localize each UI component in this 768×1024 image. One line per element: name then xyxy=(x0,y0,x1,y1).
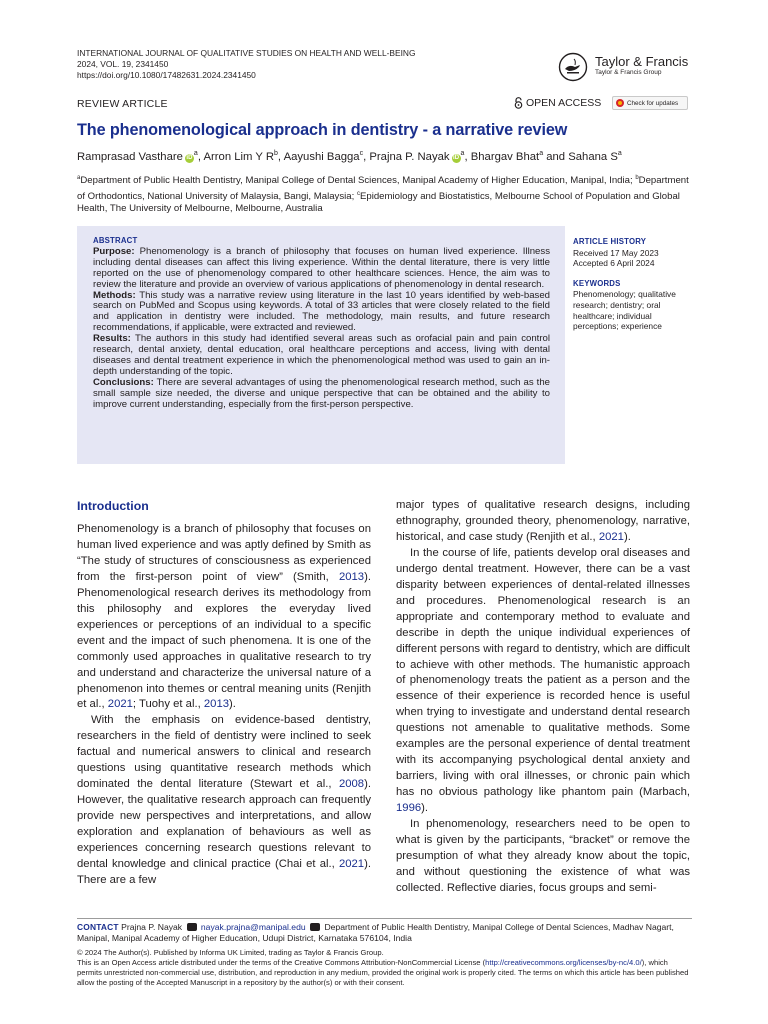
license-notice xyxy=(77,948,692,988)
license-text-rest: ), which permits unrestricted non-commercial use, distribution, and reproduction in any medium, provided the original work is properly cited. The terms on which this article has been published allow the posting of the Accepted Manuscript in a repository by the author(s) or with their consent. xyxy=(77,958,689,987)
affiliation-marker: a xyxy=(460,150,465,157)
check-for-updates-label: Check for updates xyxy=(627,99,679,107)
author-name: Arron Lim Y R xyxy=(203,150,275,163)
paragraph-text: major types of qualitative research designs, including ethnography, grounded theory, phenomenology, narrative, historical, and case study (Renjith et al., xyxy=(396,499,690,543)
paragraph-text: Phenomenology is a branch of philosophy that focuses on human lived experience and was aptly defined by Smith as “The study of structures of consciousness as experienced from the first-person point of view” (Smith, xyxy=(77,523,371,583)
paragraph-text: ). However, the qualitative research approach can frequently provide new perspectives and interpretations, and allow exploration and explanation of behaviours as well as experiences concerning research questions relevant to dental knowledge and clinical practice (Chai et al., xyxy=(77,778,371,871)
affiliations: $^a$Department of Public Health Dentistry, Manipal College of Dental Sciences, Manipal Academy of Higher Education, Manipal, India; $^b$Department of Orthodontics, National University of Malaysia, Bangi, Malaysia; $^c$Epidemiology and Biostatistics, Melbourne School of Population and Global Health, The University of Melbourne, Melbourne, Australia xyxy=(77,175,689,215)
affiliation-a: Department of Public Health Dentistry, Manipal College of Dental Sciences, Manipal Academy of Higher Education, Manipal, India; xyxy=(80,175,633,187)
author-name: Bhargav Bhat xyxy=(470,150,540,163)
abstract-conclusions: Conclusions: There are several advantages of using the phenomenological research method, such as the small sample size needed, the diverse and unique perspective that can be obtained and the ability to improve current understanding, especially from the first-person perspective. xyxy=(93,376,550,410)
accepted-date: Accepted 6 April 2024 xyxy=(573,258,655,269)
citation-link[interactable]: 2021 xyxy=(598,530,624,543)
journal-name: INTERNATIONAL JOURNAL OF QUALITATIVE STUDIES ON HEALTH AND WELL-BEING xyxy=(77,48,416,58)
paragraph-text: ). Phenomenological research derives its methodology from this philosophy and explores the everyday lived experiences or perceptions of an individual to a specific event and the impact of such phenomena. It is one of the commonly used approaches in qualitative research to try and understand and characterize the universal nature of a phenomenon into themes or central meaning units (Renjith et al., xyxy=(77,570,371,711)
citation-link[interactable]: 2013 xyxy=(338,570,365,583)
publisher-lamp-icon xyxy=(558,52,588,82)
open-lock-icon xyxy=(514,97,523,109)
license-text: This is an Open Access article distributed under the terms of the Creative Commons Attribution-NonCommercial License ( xyxy=(77,958,486,967)
contact-info xyxy=(77,922,692,945)
citation-link[interactable]: 1996 xyxy=(396,802,422,815)
address-icon xyxy=(310,923,320,931)
author-list: Ramprasad Vasthare $iD^a$, Arron Lim Y $R^b$, Aayushi Bagga$^c$, Prajna P. Nayak $iD^a$, Bhargav Bhat$^a$ and Sahana $S^a$ xyxy=(77,150,622,163)
paragraph-text: ). There are a few xyxy=(77,858,371,886)
footer-divider xyxy=(77,918,692,919)
publisher-name: Taylor & Francis xyxy=(595,54,689,69)
orcid-icon[interactable]: iD xyxy=(186,154,193,161)
abstract-results: Results: The authors in this study had identified several areas such as orofacial pain and pain control research, dental anxiety, dental education, oral healthcare perceptions and access, living with dental diseases and dental treatment experience in which the phenomenological method was used to gain an in-depth understanding of the topic. xyxy=(93,333,550,377)
keywords-text: Phenomenology; qualitative research; dentistry; oral healthcare; individual perceptions; experience xyxy=(573,289,676,332)
journal-volume: 2024, VOL. 19, 2341450 xyxy=(77,59,169,69)
citation-link[interactable]: 2021 xyxy=(107,698,133,711)
copyright: © 2024 The Author(s). Published by Informa UK Limited, trading as Taylor & Francis Group. xyxy=(77,948,384,957)
license-link[interactable]: http://creativecommons.org/licenses/by-nc/4.0/ xyxy=(485,958,642,967)
section-heading-introduction: Introduction xyxy=(77,499,149,513)
citation-link[interactable]: 2013 xyxy=(203,698,230,711)
article-title: The phenomenological approach in dentistry - a narrative review xyxy=(77,121,568,139)
open-access-badge xyxy=(514,97,601,109)
paragraph-text: ). xyxy=(229,698,236,711)
paragraph xyxy=(396,546,690,817)
citation-link[interactable]: 2021 xyxy=(338,858,365,871)
author-name: Prajna P. Nayak xyxy=(369,150,450,163)
paragraph-text: In the course of life, patients develop oral diseases and undergo dental treatment. However, there can be a vast disparity between experiences of dental-related illnesses and procedures. Phenomenological research is an appropriate and contemporary method to evaluate and describe in depth the unique individual experiences of different persons with regard to dentistry, which are difficult to achieve with other methods. The humanistic approach of phenomenology treats the patient as a person and the essence of their experience is recorded hence is useful when trying to investigate and understand dental research questions not amenable to qualitative methods. Some examples are the personal experience of dental treatment with its accompanying psychological dental anxiety and barriers, living with oral illnesses, or chronic pain which has no obvious pathology like phantom pain (Marbach, xyxy=(396,546,690,799)
email-icon xyxy=(187,923,197,931)
paragraph: In phenomenology, researchers need to be open to what is given by the participants, “bracket” or remove the presumption of what they already know about the topic, and without questioning the existence of what was collected. Reflective diaries, focus groups and semi- xyxy=(396,818,690,894)
article-type: REVIEW ARTICLE xyxy=(77,98,168,110)
history-label: ARTICLE HISTORY xyxy=(573,237,647,246)
affiliation-marker: c xyxy=(359,150,364,157)
affiliation-marker: b xyxy=(274,150,278,157)
abstract-purpose: Purpose: Phenomenology is a branch of philosophy that focuses on human lived experience. Illness including dental diseases can affect this living experience. Within the dental literature, there is very little reported on the use of phenomenology compared to other healthcare sciences. Hence, the aim was to review the literature and provide an overview of various applications of phenomenology in dental research. xyxy=(93,245,550,290)
publisher-group: Taylor & Francis Group xyxy=(595,69,662,76)
affiliation-marker: a xyxy=(193,150,198,157)
author-name: Ramprasad Vasthare xyxy=(77,150,183,163)
paragraph xyxy=(77,522,371,713)
keywords-label: KEYWORDS xyxy=(573,278,621,288)
paragraph-text: ; Tuohy et al., xyxy=(132,698,204,711)
publisher-logo xyxy=(558,52,693,84)
crossmark-icon xyxy=(616,99,624,107)
journal-doi[interactable]: https://doi.org/10.1080/17482631.2024.2341450 xyxy=(77,70,256,80)
received-date: Received 17 May 2023 xyxy=(573,247,659,258)
contact-name: Prajna P. Nayak xyxy=(121,922,183,932)
abstract-methods: Methods: This study was a narrative review using literature in the last 10 years identified by web-based search on PubMed and Scopus using keywords. A total of 33 articles that were closely related to the field and application in dentistry were included. The methodology, main results, and future research recommendations, if applicable, were extracted and reviewed. xyxy=(93,289,550,334)
open-access-label: OPEN ACCESS xyxy=(526,97,602,109)
paragraph xyxy=(396,498,690,546)
affiliation-marker: a xyxy=(539,150,544,157)
author-name: Sahana S xyxy=(568,150,618,163)
abstract-box xyxy=(77,226,565,464)
paragraph xyxy=(77,713,371,888)
paragraph-text: ). xyxy=(421,802,429,815)
contact-email[interactable]: nayak.prajna@manipal.edu xyxy=(200,922,306,932)
body-column-left xyxy=(77,522,371,889)
journal-header xyxy=(77,48,415,81)
author-name: Aayushi Bagga xyxy=(283,150,360,163)
affiliation-b: Department of Orthodontics, National University of Malaysia, Bangi, Malaysia; xyxy=(77,175,689,202)
paragraph-text: ). xyxy=(623,530,631,543)
abstract-label: ABSTRACT xyxy=(93,236,138,245)
contact-label: CONTACT xyxy=(77,922,119,932)
affiliation-c: Epidemiology and Biostatistics, Melbourne School of Population and Global Health, The University of Melbourne, Melbourne, Australia xyxy=(77,190,680,215)
contact-address: Department of Public Health Dentistry, Manipal College of Dental Sciences, Madhav Nagart, Manipal, Manipal Academy of Higher Education, Udupi District, Karnataka 576104, India xyxy=(77,922,674,944)
affiliation-marker: a xyxy=(617,150,622,157)
article-sidebar xyxy=(573,237,693,332)
check-for-updates-button[interactable] xyxy=(612,96,688,110)
paragraph-text: With the emphasis on evidence-based dentistry, researchers in the field of dentistry were inclined to seek factual and numerical answers to clinical and research questions using quantitative research methods which dominated the dental literature (Stewart et al., xyxy=(77,714,371,791)
citation-link[interactable]: 2008 xyxy=(338,778,365,791)
body-column-right xyxy=(396,498,690,897)
orcid-icon[interactable]: iD xyxy=(453,154,460,161)
